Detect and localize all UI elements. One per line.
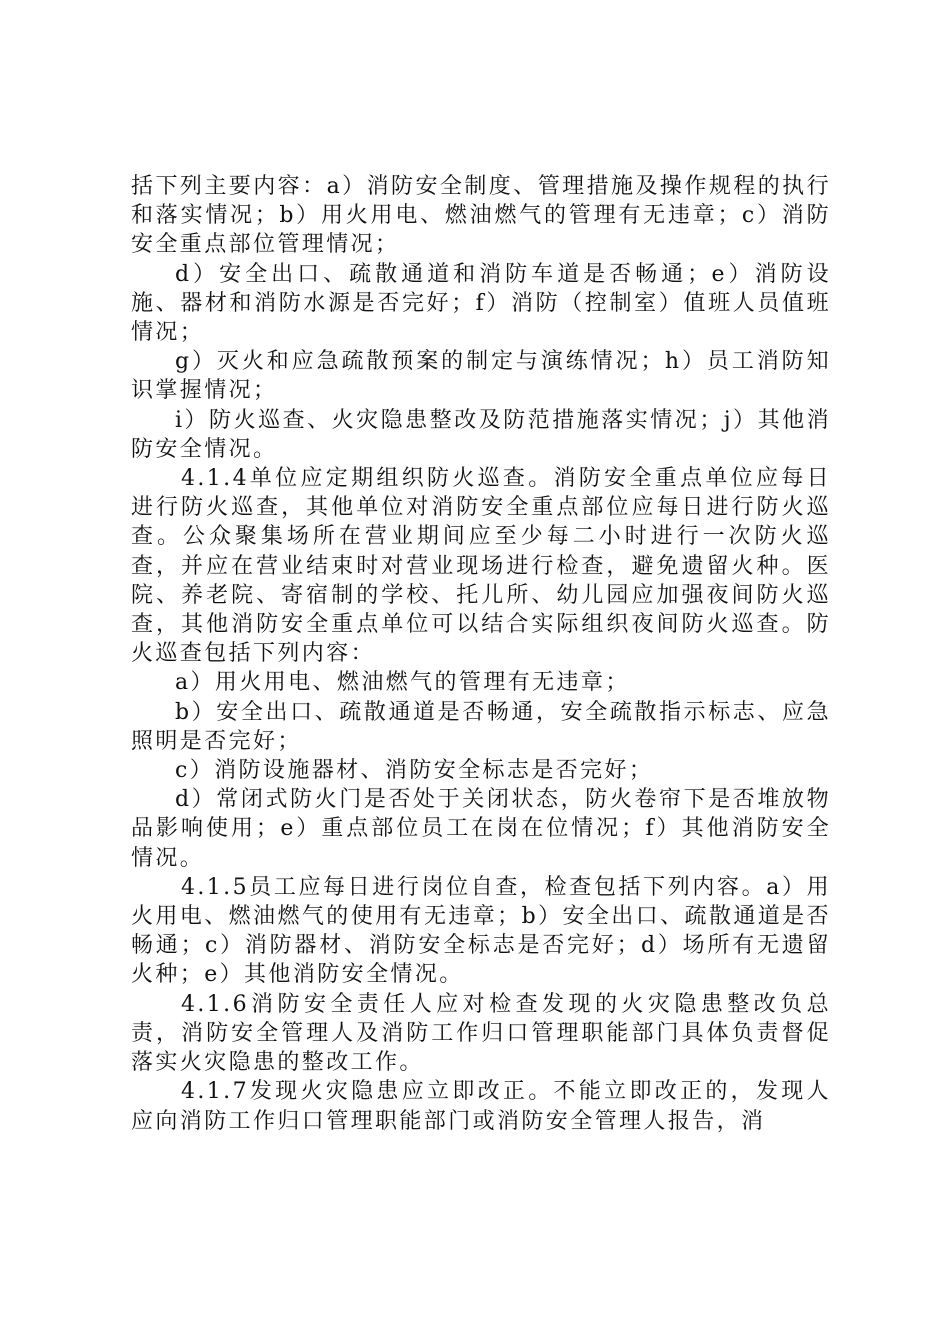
paragraph-item-g-h: g）灭火和应急疏散预案的制定与演练情况；h）员工消防知识掌握情况； [131, 349, 831, 404]
paragraph-patrol-item-c: c）消防设施器材、消防安全标志是否完好； [175, 758, 654, 784]
paragraph-4-1-5: 4.1.5员工应每日进行岗位自查，检查包括下列内容。a）用火用电、燃油燃气的使用有无违章；b）安全出口、疏散通道是否畅通；c）消防器材、消防安全标志是否完好；d）场所有无遗留火种；e）其他消防安全情况。 [131, 874, 831, 988]
paragraph-patrol-item-a: a）用火用电、燃油燃气的管理有无违章； [175, 670, 630, 696]
paragraph-4-1-7: 4.1.7发现火灾隐患应立即改正。不能立即改正的，发现人应向消防工作归口管理职能部门或消防安全管理人报告，消 [131, 1079, 831, 1134]
document-body [131, 172, 831, 1136]
paragraph-4-1-4: 4.1.4单位应定期组织防火巡查。消防安全重点单位应每日进行防火巡查，其他单位对消防安全重点部位应每日进行防火巡查。公众聚集场所在营业期间应至少每二小时进行一次防火巡查，并应在营业结束时对营业现场进行检查，避免遗留火种。医院、养老院、寄宿制的学校、托儿所、幼儿园应加强夜间防火巡查，其他消防安全重点单位可以结合实际组织夜间防火巡查。防火巡查包括下列内容： [131, 466, 831, 667]
paragraph-patrol-item-b: b）安全出口、疏散通道是否畅通，安全疏散指示标志、应急照明是否完好； [131, 699, 831, 754]
paragraph-item-i-j: i）防火巡查、火灾隐患整改及防范措施落实情况；j）其他消防安全情况。 [131, 407, 831, 462]
paragraph-4-1-6: 4.1.6消防安全责任人应对检查发现的火灾隐患整改负总责，消防安全管理人及消防工作归口管理职能部门具体负责督促落实火灾隐患的整改工作。 [131, 991, 831, 1076]
paragraph-inspection-contents: 括下列主要内容：a）消防安全制度、管理措施及操作规程的执行和落实情况；b）用火用电、燃油燃气的管理有无违章；c）消防安全重点部位管理情况； [131, 174, 831, 258]
paragraph-patrol-item-d-f: d）常闭式防火门是否处于关闭状态，防火卷帘下是否堆放物品影响使用；e）重点部位员工在岗在位情况；f）其他消防安全情况。 [131, 787, 831, 871]
paragraph-item-d-f: d）安全出口、疏散通道和消防车道是否畅通；e）消防设施、器材和消防水源是否完好；f）消防（控制室）值班人员值班情况； [131, 261, 831, 346]
